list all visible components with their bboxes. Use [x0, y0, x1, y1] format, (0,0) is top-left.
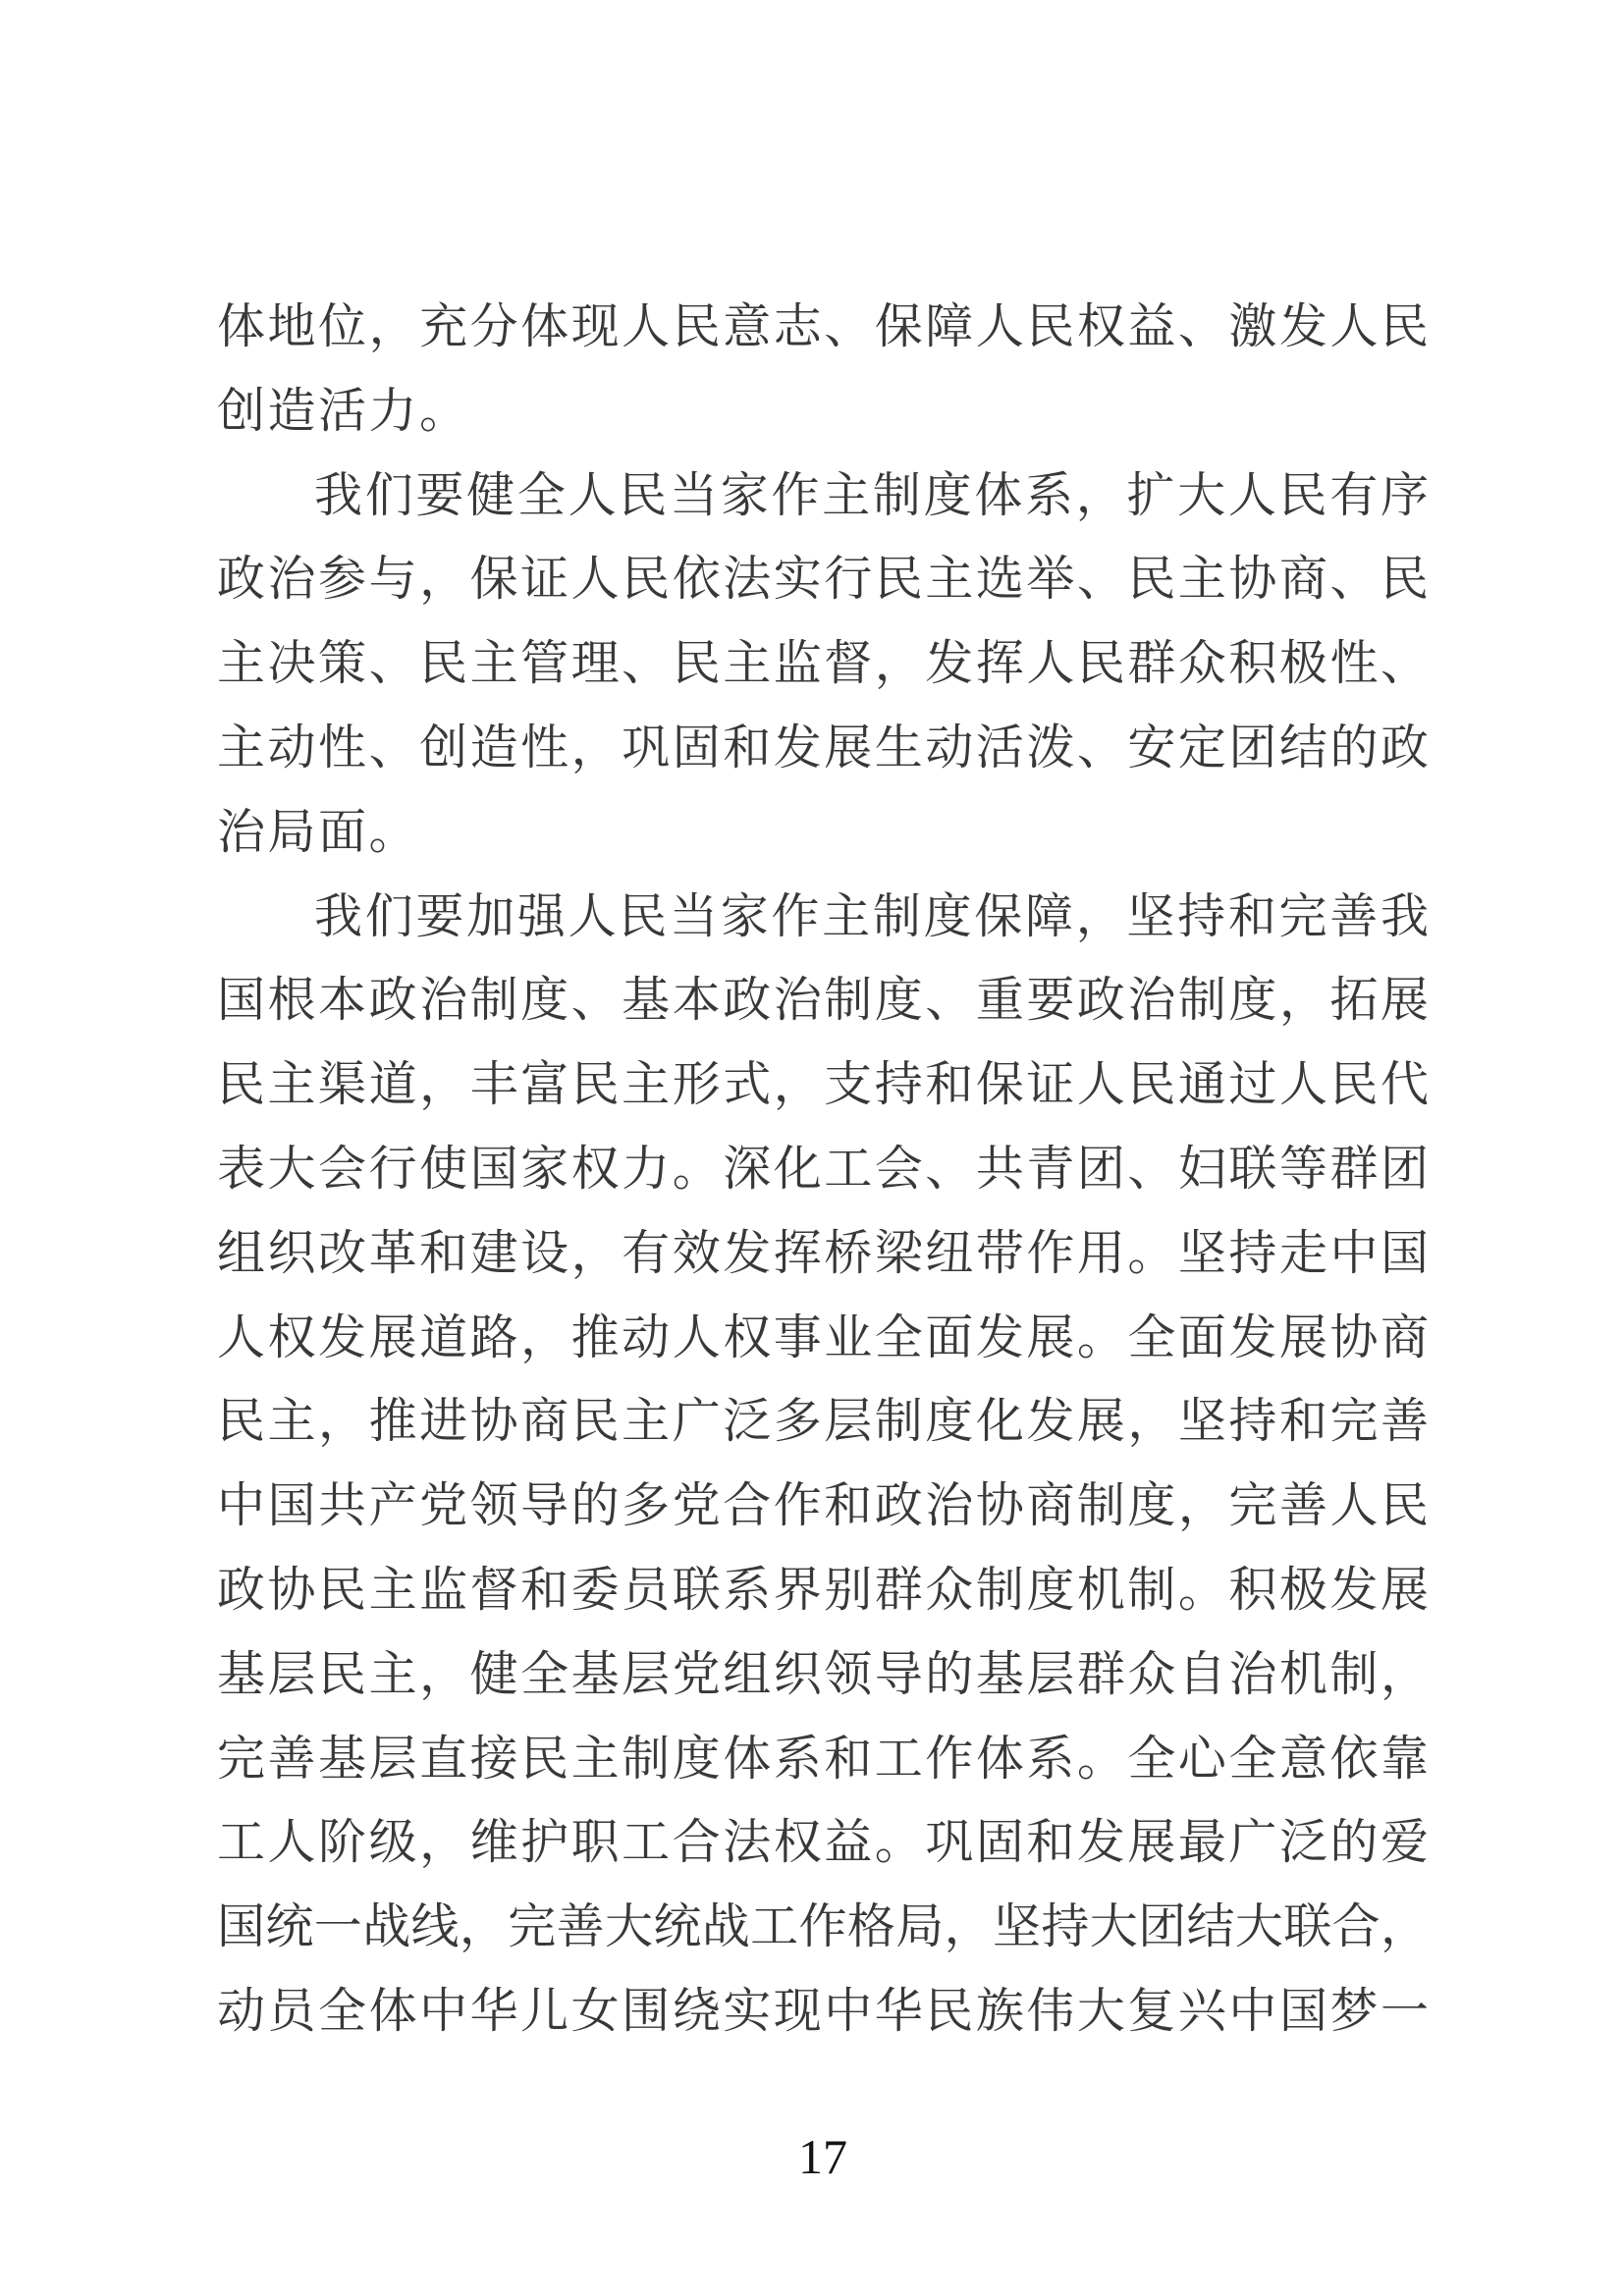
text-line: 中国共产党领导的多党合作和政治协商制度，完善人民: [217, 1478, 1429, 1533]
body-text: [217, 285, 1429, 2054]
text-line: 民主，推进协商民主广泛多层制度化发展，坚持和完善: [217, 1394, 1429, 1449]
text-line: 表大会行使国家权力。深化工会、共青团、妇联等群团: [217, 1141, 1429, 1196]
text-line: 治局面。: [217, 804, 420, 859]
text-line: 动员全体中华儿女围绕实现中华民族伟大复兴中国梦一: [217, 1983, 1429, 2038]
text-line: 组织改革和建设，有效发挥桥梁纽带作用。坚持走中国: [217, 1225, 1429, 1280]
text-line: 基层民主，健全基层党组织领导的基层群众自治机制，: [217, 1646, 1429, 1701]
text-line: 民主渠道，丰富民主形式，支持和保证人民通过人民代: [217, 1057, 1429, 1112]
text-line: 主决策、民主管理、民主监督，发挥人民群众积极性、: [217, 636, 1429, 691]
text-line: 体地位，充分体现人民意志、保障人民权益、激发人民: [217, 299, 1429, 353]
text-line: 我们要健全人民当家作主制度体系，扩大人民有序: [314, 467, 1429, 522]
text-line: 完善基层直接民主制度体系和工作体系。全心全意依靠: [217, 1731, 1429, 1786]
text-line: 政治参与，保证人民依法实行民主选举、民主协商、民: [217, 552, 1429, 607]
text-line: 政协民主监督和委员联系界别群众制度机制。积极发展: [217, 1562, 1429, 1617]
text-line: 创造活力。: [217, 383, 470, 438]
text-line: 主动性、创造性，巩固和发展生动活泼、安定团结的政: [217, 720, 1429, 774]
text-line: 国根本政治制度、基本政治制度、重要政治制度，拓展: [217, 973, 1429, 1028]
page-number: 17: [798, 2129, 847, 2184]
text-line: 我们要加强人民当家作主制度保障，坚持和完善我: [314, 888, 1429, 943]
text-line: 国统一战线，完善大统战工作格局，坚持大团结大联合，: [217, 1899, 1429, 1954]
text-line: 人权发展道路，推动人权事业全面发展。全面发展协商: [217, 1309, 1429, 1364]
text-line: 工人阶级，维护职工合法权益。巩固和发展最广泛的爱: [217, 1815, 1429, 1870]
